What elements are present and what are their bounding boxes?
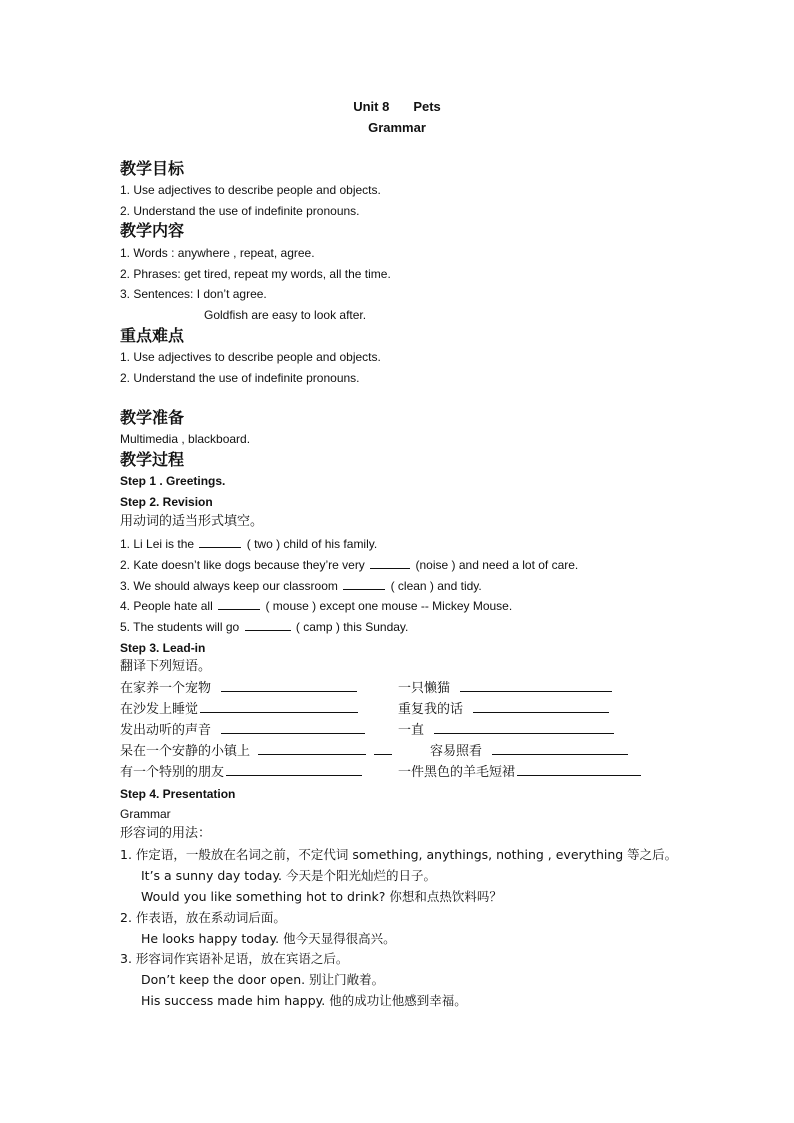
content-phrases: 2. Phrases: get tired, repeat my words, all the time. [120,267,391,281]
usage-heading: 形容词的用法： [120,826,212,841]
step2-instruction: 用动词的适当形式填空。 [120,514,264,529]
exercise-item: 5. The students will go ( camp ) this Sunday. [120,620,409,634]
exercise-item: 1. Li Lei is the ( two ) child of his family. [120,537,378,551]
goal-item: 2. Understand the use of indefinite pronouns. [120,204,360,218]
exercise-item: 2. Kate doesn’t like dogs because they’re very (noise ) and need a lot of care. [120,558,579,572]
usage-1-example: It’s a sunny day today. 今天是个阳光灿烂的日子。 [141,868,437,883]
step2-heading: Step 2. Revision [120,495,213,509]
usage-1: 1. 作定语，一般放在名词之前，不定代词 something, anythings, nothing , everything 等之后。 [120,847,678,862]
content-sentence-2: Goldfish are easy to look after. [204,308,367,322]
prep-text: Multimedia , blackboard. [120,432,251,446]
unit-title [0,99,794,114]
prep-heading: 教学准备 [120,408,185,427]
usage-1-example: Would you like something hot to drink? 你想和点热饮料吗？ [141,889,502,904]
step4-heading: Step 4. Presentation [120,787,236,801]
phrase-right: 一直 [398,722,616,740]
phrase-left: 在家养一个宠物 [120,680,359,698]
content-sentences: 3. Sentences: I don’t agree. [120,287,267,301]
content-heading: 教学内容 [120,221,185,240]
usage-3-example: Don’t keep the door open. 别让门敞着。 [141,972,385,987]
grammar-label: Grammar [120,807,171,821]
usage-2-example: He looks happy today. 他今天显得很高兴。 [141,931,396,946]
phrase-left: 有一个特别的朋友 [120,764,364,782]
key-item: 2. Understand the use of indefinite pronouns. [120,371,360,385]
phrase-right: 重复我的话 [398,701,611,719]
key-heading: 重点难点 [120,326,185,345]
goal-item: 1. Use adjectives to describe people and objects. [120,183,381,197]
usage-3-example: His success made him happy. 他的成功让他感到幸福。 [141,993,467,1008]
content-words: 1. Words : anywhere , repeat, agree. [120,246,315,260]
phrase-right: 容易照看 [430,743,630,761]
phrase-left: 在沙发上睡觉 [120,701,360,719]
usage-2: 2. 作表语，放在系动词后面。 [120,910,286,925]
phrase-right: 一件黑色的羊毛短裙 [398,764,643,782]
exercise-item: 4. People hate all ( mouse ) except one mouse -- Mickey Mouse. [120,599,513,613]
usage-3: 3. 形容词作宾语补足语，放在宾语之后。 [120,951,349,966]
key-item: 1. Use adjectives to describe people and objects. [120,350,381,364]
step1-heading: Step 1 . Greetings. [120,474,226,488]
exercise-item: 3. We should always keep our classroom ( clean ) and tidy. [120,579,482,593]
goals-heading: 教学目标 [120,159,185,178]
lesson-subtitle: Grammar [368,120,426,135]
step3-heading: Step 3. Lead-in [120,641,206,655]
step3-instruction: 翻译下列短语。 [120,659,212,674]
unit-topic: Pets [413,99,441,114]
process-heading: 教学过程 [120,450,185,469]
unit-number: Unit 8 [353,99,390,114]
phrase-right: 一只懒猫 [398,680,614,698]
phrase-left: 呆在一个安静的小镇上 [120,743,394,761]
phrase-left: 发出动听的声音 [120,722,367,740]
